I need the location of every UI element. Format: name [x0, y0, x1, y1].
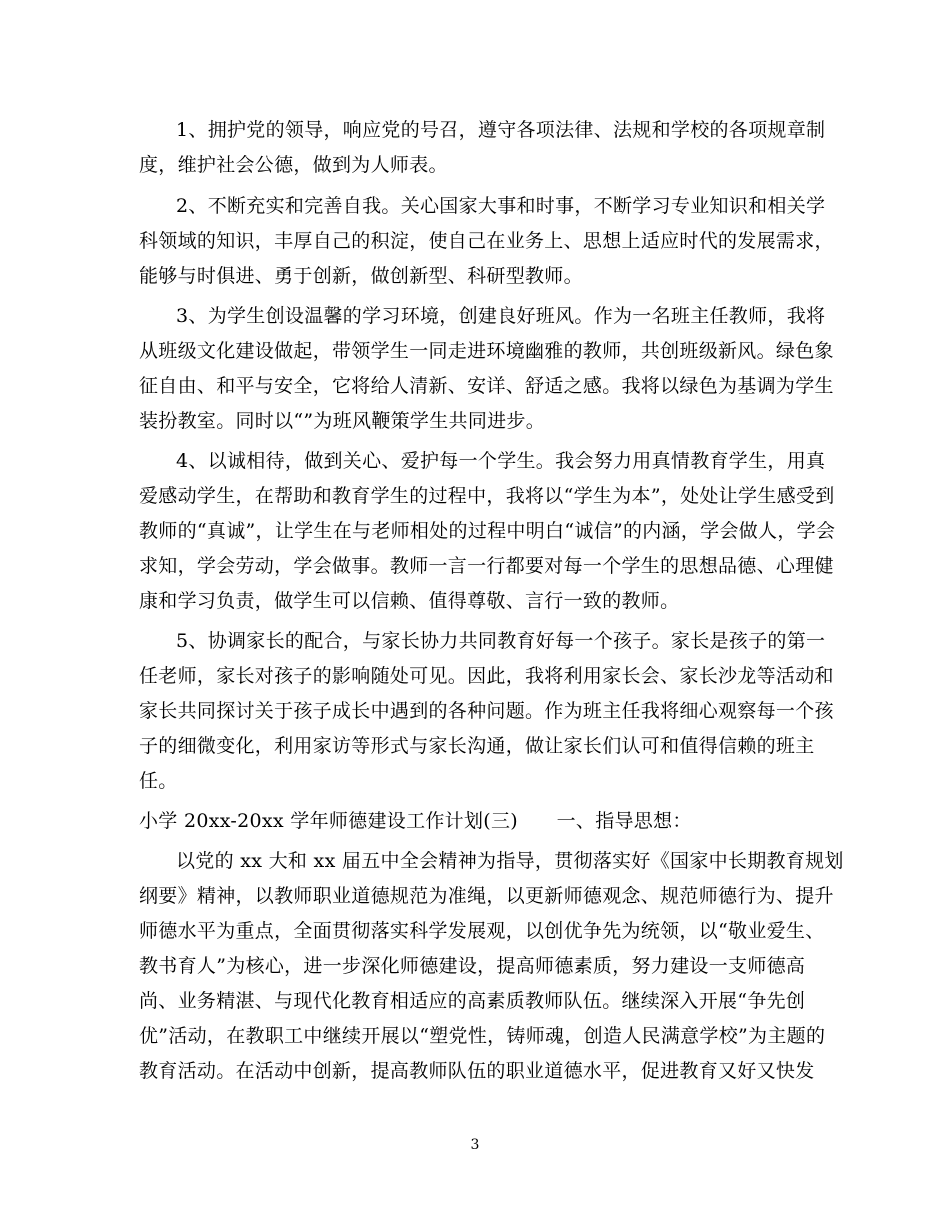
text-line: 从班级文化建设做起，带领学生一同走进环境幽雅的教师，共创班级新风。绿色象	[139, 340, 834, 362]
section-heading-line: 小学 20xx-20xx 学年师德建设工作计划(三) 一、指导思想：	[139, 810, 692, 832]
text-line: 纲要》精神，以教师职业道德规范为准绳，以更新师德观念、规范师德行为、提升	[139, 885, 834, 907]
text-line: 2、不断充实和完善自我。关心国家大事和时事，不断学习专业知识和相关学	[176, 195, 826, 217]
text-line: 以党的 xx 大和 xx 届五中全会精神为指导，贯彻落实好《国家中长期教育规划	[176, 850, 844, 872]
text-line: 家长共同探讨关于孩子成长中遇到的各种问题。作为班主任我将细心观察每一个孩	[139, 700, 834, 722]
text-line: 能够与时俱进、勇于创新，做创新型、科研型教师。	[139, 265, 583, 287]
text-line: 康和学习负责，做学生可以信赖、值得尊敬、言行一致的教师。	[139, 590, 680, 612]
text-line: 求知，学会劳动，学会做事。教师一言一行都要对每一个学生的思想品德、心理健	[139, 555, 834, 577]
text-line: 尚、业务精湛、与现代化教育相适应的高素质教师队伍。继续深入开展“争先创	[139, 990, 806, 1012]
text-line: 3、为学生创设温馨的学习环境，创建良好班风。作为一名班主任教师，我将	[176, 305, 826, 327]
text-line: 子的细微变化，利用家访等形式与家长沟通，做让家长们认可和值得信赖的班主	[139, 735, 815, 757]
text-line: 任老师，家长对孩子的影响随处可见。因此，我将利用家长会、家长沙龙等活动和	[139, 665, 834, 687]
text-line: 装扮教室。同时以“”为班风鞭策学生共同进步。	[139, 410, 546, 432]
text-line: 爱感动学生，在帮助和教育学生的过程中，我将以“学生为本”，处处让学生感受到	[139, 485, 835, 507]
text-line: 师德水平为重点，全面贯彻落实科学发展观，以创优争先为统领，以“敬业爱生、	[139, 920, 825, 942]
text-line: 任。	[139, 770, 178, 792]
text-line: 1、拥护党的领导，响应党的号召，遵守各项法律、法规和学校的各项规章制	[176, 119, 826, 141]
text-line: 度，维护社会公德，做到为人师表。	[139, 154, 448, 176]
text-line: 优”活动，在教职工中继续开展以“塑党性，铸师魂，创造人民满意学校”为主题的	[139, 1025, 826, 1047]
text-line: 4、以诚相待，做到关心、爱护每一个学生。我会努力用真情教育学生，用真	[176, 450, 826, 472]
text-line: 科领域的知识，丰厚自己的积淀，使自己在业务上、思想上适应时代的发展需求，	[139, 230, 834, 252]
text-line: 5、协调家长的配合，与家长协力共同教育好每一个孩子。家长是孩子的第一	[176, 630, 826, 652]
text-line: 教书育人”为核心，进一步深化师德建设，提高师德素质，努力建设一支师德高	[139, 955, 806, 977]
text-line: 教育活动。在活动中创新，提高教师队伍的职业道德水平，促进教育又好又快发	[139, 1060, 815, 1082]
text-line: 教师的“真诚”，让学生在与老师相处的过程中明白“诚信”的内涵，学会做人，学会	[139, 520, 836, 542]
text-line: 征自由、和平与安全，它将给人清新、安详、舒适之感。我将以绿色为基调为学生	[139, 375, 834, 397]
page-number: 3	[470, 1137, 480, 1153]
